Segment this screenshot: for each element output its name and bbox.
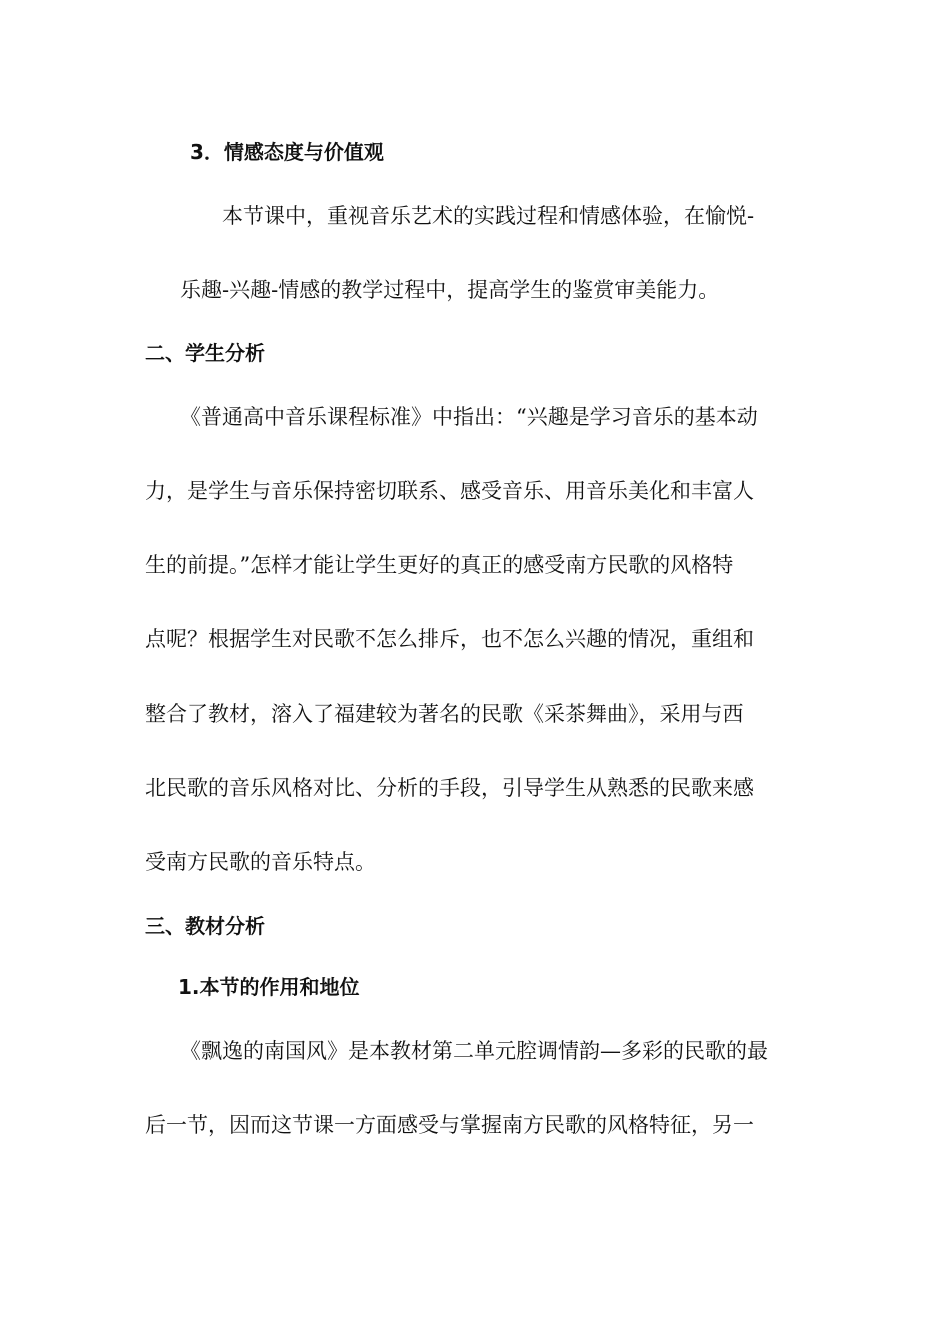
paragraph-line: 生的前提。”怎样才能让学生更好的真正的感受南方民歌的风格特 [145,553,734,577]
subsection-heading-role: 1.本节的作用和地位 [178,975,360,999]
paragraph-line: 后一节，因而这节课一方面感受与掌握南方民歌的风格特征，另一 [145,1113,754,1137]
paragraph-line: 乐趣-兴趣-情感的教学过程中，提高学生的鉴赏审美能力。 [180,278,720,302]
section-heading-textbook-analysis: 三、教材分析 [145,914,265,938]
paragraph-line: 本节课中，重视音乐艺术的实践过程和情感体验，在愉悦- [222,204,755,228]
paragraph-line: 《飘逸的南国风》是本教材第二单元腔调情韵—多彩的民歌的最 [180,1039,768,1063]
paragraph-line: 《普通高中音乐课程标准》中指出：“兴趣是学习音乐的基本动 [180,405,758,429]
paragraph-line: 力，是学生与音乐保持密切联系、感受音乐、用音乐美化和丰富人 [145,479,754,503]
paragraph-line: 点呢？根据学生对民歌不怎么排斥，也不怎么兴趣的情况，重组和 [145,627,754,651]
section-heading-student-analysis: 二、学生分析 [145,341,265,365]
paragraph-line: 北民歌的音乐风格对比、分析的手段，引导学生从熟悉的民歌来感 [145,776,754,800]
paragraph-line: 整合了教材，溶入了福建较为著名的民歌《采茶舞曲》，采用与西 [145,702,744,726]
paragraph-line: 受南方民歌的音乐特点。 [145,850,376,874]
section-heading-emotion: 3．情感态度与价值观 [190,140,384,164]
